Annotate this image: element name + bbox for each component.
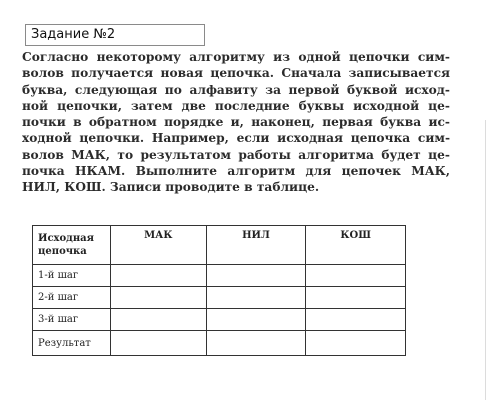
problem-line: почка НКАМ. Выполните алгоритм для цепочек МАК, (22, 164, 450, 179)
row-label-step-3: 3-й шаг (33, 309, 111, 331)
problem-line: ной цепочки, затем две последние буквы исходной це- (22, 98, 450, 113)
problem-line: волов МАК, то результатом работы алгоритма будет це- (22, 147, 450, 162)
answer-cell[interactable] (306, 309, 406, 331)
answer-cell[interactable] (110, 309, 206, 331)
problem-line: волов получается новая цепочка. Сначала записывается (22, 66, 450, 81)
problem-line: буква, следующая по алфавиту за первой буквой исход- (22, 82, 450, 97)
header-source-chain (33, 226, 111, 265)
problem-line: Согласно некоторому алгоритму из одной цепочки сим- (22, 50, 450, 64)
table-row (33, 287, 406, 309)
table-row (33, 309, 406, 331)
answer-cell[interactable] (206, 309, 306, 331)
problem-line: НИЛ, КОШ. Записи проводите в таблице. (22, 180, 320, 195)
answer-cell[interactable] (110, 265, 206, 287)
row-label-step-1: 1-й шаг (33, 265, 111, 287)
answer-cell[interactable] (206, 331, 306, 356)
table-header-row (33, 226, 406, 265)
answer-cell[interactable] (306, 331, 406, 356)
table-row (33, 331, 406, 356)
problem-line: ходной цепочки. Например, если исходная цепочка сим- (22, 131, 450, 146)
page-edge-divider (485, 120, 486, 400)
header-column-mak: МАК (110, 226, 206, 265)
table-row (33, 265, 406, 287)
header-source-chain-line1: Исходная (38, 233, 95, 244)
answer-cell[interactable] (206, 265, 306, 287)
answer-cell[interactable] (206, 287, 306, 309)
steps-table (32, 225, 406, 356)
row-label-result: Результат (33, 331, 111, 356)
row-label-step-2: 2-й шаг (33, 287, 111, 309)
header-column-nil: НИЛ (206, 226, 306, 265)
answer-cell[interactable] (110, 331, 206, 356)
answer-cell[interactable] (306, 265, 406, 287)
answer-cell[interactable] (110, 287, 206, 309)
header-source-chain-line2: цепочка (38, 246, 87, 257)
task-title: Задание №2 (25, 24, 205, 46)
problem-statement (22, 49, 450, 196)
problem-line: почки в обратном порядке и, наконец, первая буква ис- (22, 115, 450, 130)
header-column-kosh: КОШ (306, 226, 406, 265)
answer-cell[interactable] (306, 287, 406, 309)
